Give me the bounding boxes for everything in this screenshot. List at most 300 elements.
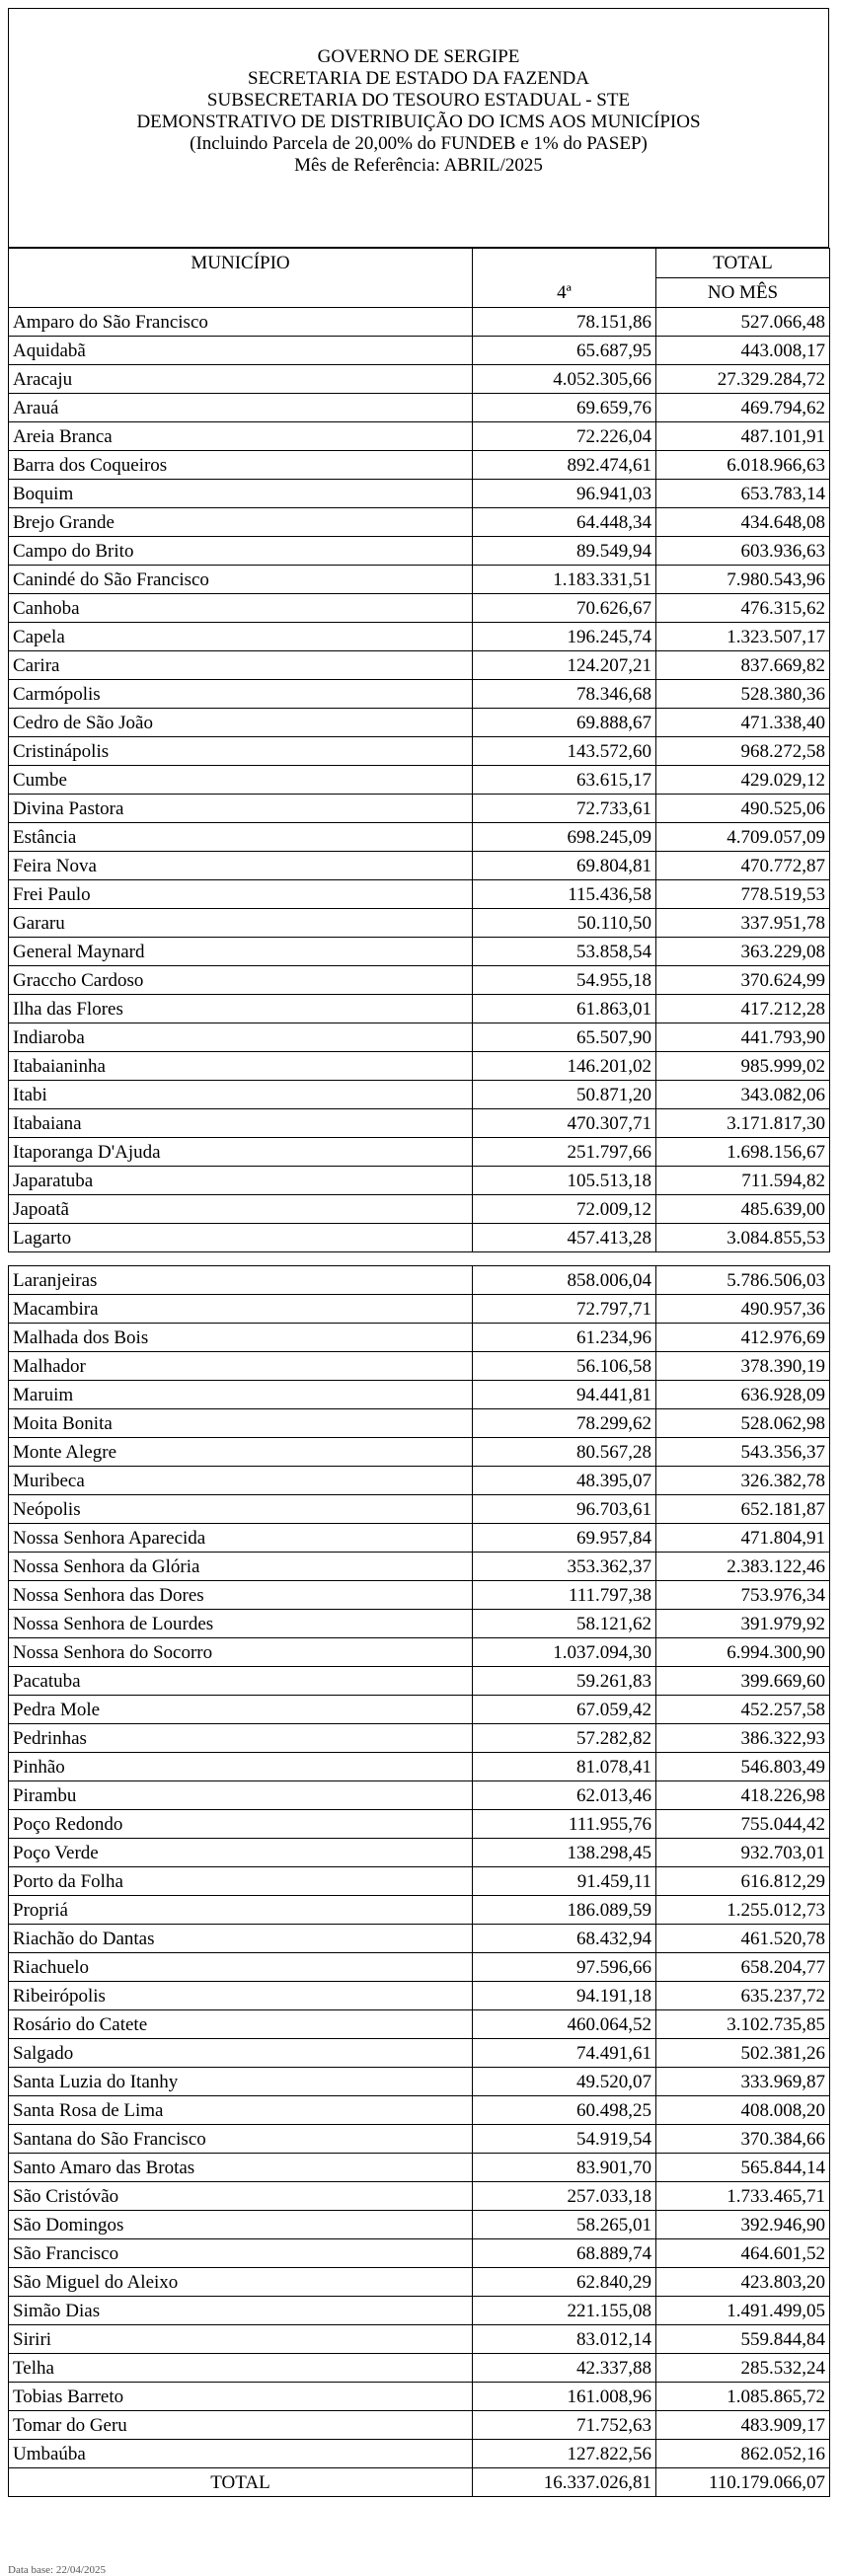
table-row <box>9 2068 830 2096</box>
month-total-value: 6.018.966,63 <box>656 451 830 480</box>
month-total-value: 603.936,63 <box>656 537 830 566</box>
municipality-name: Santa Luzia do Itanhy <box>9 2068 473 2096</box>
municipality-name: Siriri <box>9 2325 473 2354</box>
week-value: 80.567,28 <box>473 1438 656 1467</box>
municipality-name: Santo Amaro das Brotas <box>9 2154 473 2182</box>
table-row <box>9 1052 830 1081</box>
municipality-name: Estância <box>9 823 473 852</box>
table-row <box>9 2325 830 2354</box>
table-row <box>9 2211 830 2239</box>
month-total-value: 755.044,42 <box>656 1810 830 1839</box>
municipality-name: Itabi <box>9 1081 473 1109</box>
month-total-value: 441.793,90 <box>656 1023 830 1052</box>
month-total-value: 4.709.057,09 <box>656 823 830 852</box>
municipality-name: Japoatã <box>9 1195 473 1224</box>
table-row <box>9 1381 830 1409</box>
week-value: 161.008,96 <box>473 2383 656 2411</box>
week-value: 186.089,59 <box>473 1896 656 1925</box>
week-value: 50.110,50 <box>473 909 656 938</box>
week-value: 257.033,18 <box>473 2182 656 2211</box>
month-total-value: 423.803,20 <box>656 2268 830 2297</box>
week-value: 470.307,71 <box>473 1109 656 1138</box>
week-value: 457.413,28 <box>473 1224 656 1252</box>
icms-distribution-document <box>8 8 829 2497</box>
column-header-week-top <box>473 249 656 278</box>
municipality-name: Capela <box>9 623 473 651</box>
header-line-reference-month: Mês de Referência: ABRIL/2025 <box>294 155 543 176</box>
table-row <box>9 2239 830 2268</box>
week-value: 78.151,86 <box>473 308 656 337</box>
week-value: 111.955,76 <box>473 1810 656 1839</box>
municipality-name: Telha <box>9 2354 473 2383</box>
table-row <box>9 1295 830 1324</box>
week-value: 53.858,54 <box>473 938 656 966</box>
municipality-name: Riachuelo <box>9 1953 473 1982</box>
month-total-value: 469.794,62 <box>656 394 830 422</box>
month-total-value: 343.082,06 <box>656 1081 830 1109</box>
week-value: 81.078,41 <box>473 1753 656 1781</box>
municipality-name: Tomar do Geru <box>9 2411 473 2440</box>
month-total-value: 1.733.465,71 <box>656 2182 830 2211</box>
table-row <box>9 2039 830 2068</box>
total-label: TOTAL <box>9 2468 473 2497</box>
municipality-name: Frei Paulo <box>9 880 473 909</box>
month-total-value: 443.008,17 <box>656 337 830 365</box>
month-total-value: 471.804,91 <box>656 1524 830 1553</box>
week-value: 89.549,94 <box>473 537 656 566</box>
municipality-name: Aracaju <box>9 365 473 394</box>
month-total-value: 27.329.284,72 <box>656 365 830 394</box>
month-total-value: 363.229,08 <box>656 938 830 966</box>
week-value: 91.459,11 <box>473 1867 656 1896</box>
municipality-name: Itaporanga D'Ajuda <box>9 1138 473 1167</box>
table-row <box>9 651 830 680</box>
week-value: 83.012,14 <box>473 2325 656 2354</box>
month-total-value: 968.272,58 <box>656 737 830 766</box>
table-row <box>9 1896 830 1925</box>
municipality-name: Propriá <box>9 1896 473 1925</box>
municipality-name: São Domingos <box>9 2211 473 2239</box>
week-value: 221.155,08 <box>473 2297 656 2325</box>
table-row <box>9 394 830 422</box>
week-value: 105.513,18 <box>473 1167 656 1195</box>
week-value: 60.498,25 <box>473 2096 656 2125</box>
week-value: 70.626,67 <box>473 594 656 623</box>
week-value: 1.037.094,30 <box>473 1638 656 1667</box>
municipality-name: Salgado <box>9 2039 473 2068</box>
distribution-table <box>8 248 830 2497</box>
municipality-name: Graccho Cardoso <box>9 966 473 995</box>
week-value: 48.395,07 <box>473 1467 656 1495</box>
municipality-name: Itabaiana <box>9 1109 473 1138</box>
municipality-name: Aquidabã <box>9 337 473 365</box>
week-value: 69.957,84 <box>473 1524 656 1553</box>
week-value: 58.265,01 <box>473 2211 656 2239</box>
municipality-name: Poço Verde <box>9 1839 473 1867</box>
month-total-value: 652.181,87 <box>656 1495 830 1524</box>
table-row <box>9 2383 830 2411</box>
section-gap-row <box>9 1252 830 1266</box>
table-row <box>9 823 830 852</box>
week-value: 61.234,96 <box>473 1324 656 1352</box>
table-row <box>9 1109 830 1138</box>
month-total-value: 658.204,77 <box>656 1953 830 1982</box>
table-row <box>9 1724 830 1753</box>
table-row <box>9 1581 830 1610</box>
column-header-total: TOTAL <box>656 249 830 278</box>
table-row <box>9 1224 830 1252</box>
table-row <box>9 337 830 365</box>
week-value: 57.282,82 <box>473 1724 656 1753</box>
month-total-value: 485.639,00 <box>656 1195 830 1224</box>
municipality-name: Boquim <box>9 480 473 508</box>
table-row <box>9 1266 830 1295</box>
municipality-name: Brejo Grande <box>9 508 473 537</box>
column-header-municipio: MUNICÍPIO <box>9 249 473 278</box>
municipality-name: Lagarto <box>9 1224 473 1252</box>
month-total-value: 3.084.855,53 <box>656 1224 830 1252</box>
month-total-value: 464.601,52 <box>656 2239 830 2268</box>
municipality-name: Moita Bonita <box>9 1409 473 1438</box>
month-total-value: 1.255.012,73 <box>656 1896 830 1925</box>
month-total-value: 862.052,16 <box>656 2440 830 2468</box>
table-row <box>9 938 830 966</box>
month-total-value: 636.928,09 <box>656 1381 830 1409</box>
week-value: 698.245,09 <box>473 823 656 852</box>
table-row <box>9 709 830 737</box>
month-total-value: 391.979,92 <box>656 1610 830 1638</box>
municipality-name: Poço Redondo <box>9 1810 473 1839</box>
month-total-value: 616.812,29 <box>656 1867 830 1896</box>
week-value: 61.863,01 <box>473 995 656 1023</box>
municipality-name: Japaratuba <box>9 1167 473 1195</box>
table-row <box>9 1753 830 1781</box>
table-row <box>9 1781 830 1810</box>
week-value: 83.901,70 <box>473 2154 656 2182</box>
municipality-name: Canindé do São Francisco <box>9 566 473 594</box>
table-section-gap <box>9 1252 830 1266</box>
week-value: 64.448,34 <box>473 508 656 537</box>
month-total-value: 337.951,78 <box>656 909 830 938</box>
week-value: 59.261,83 <box>473 1667 656 1696</box>
month-total-value: 3.102.735,85 <box>656 2010 830 2039</box>
table-row <box>9 995 830 1023</box>
month-total-value: 408.008,20 <box>656 2096 830 2125</box>
week-value: 54.919,54 <box>473 2125 656 2154</box>
week-value: 138.298,45 <box>473 1839 656 1867</box>
table-row <box>9 1610 830 1638</box>
header-line-subsecretariat: SUBSECRETARIA DO TESOURO ESTADUAL - STE <box>206 90 631 111</box>
week-value: 72.226,04 <box>473 422 656 451</box>
municipality-name: Pacatuba <box>9 1667 473 1696</box>
municipality-name: Nossa Senhora das Dores <box>9 1581 473 1610</box>
week-value: 67.059,42 <box>473 1696 656 1724</box>
table-row <box>9 1138 830 1167</box>
table-row <box>9 1023 830 1052</box>
municipality-name: Gararu <box>9 909 473 938</box>
table-row <box>9 1667 830 1696</box>
municipality-name: General Maynard <box>9 938 473 966</box>
week-value: 96.941,03 <box>473 480 656 508</box>
header-line-government: GOVERNO DE SERGIPE <box>317 46 520 67</box>
month-total-value: 434.648,08 <box>656 508 830 537</box>
week-value: 94.441,81 <box>473 1381 656 1409</box>
table-row <box>9 422 830 451</box>
municipality-name: Feira Nova <box>9 852 473 880</box>
table-row <box>9 2010 830 2039</box>
municipality-name: Cumbe <box>9 766 473 795</box>
week-value: 892.474,61 <box>473 451 656 480</box>
table-row <box>9 2354 830 2383</box>
month-total-value: 778.519,53 <box>656 880 830 909</box>
table-row <box>9 2096 830 2125</box>
header-line-note: (Incluindo Parcela de 20,00% do FUNDEB e 1% do PASEP) <box>190 133 648 154</box>
month-total-value: 502.381,26 <box>656 2039 830 2068</box>
month-total-value: 6.994.300,90 <box>656 1638 830 1667</box>
month-total-value: 635.237,72 <box>656 1982 830 2010</box>
month-total-value: 543.356,37 <box>656 1438 830 1467</box>
municipality-name: Amparo do São Francisco <box>9 308 473 337</box>
table-row <box>9 1195 830 1224</box>
table-row <box>9 1982 830 2010</box>
table-row <box>9 766 830 795</box>
month-total-value: 527.066,48 <box>656 308 830 337</box>
week-value: 72.733,61 <box>473 795 656 823</box>
table-row <box>9 795 830 823</box>
month-total-value: 326.382,78 <box>656 1467 830 1495</box>
table-header-row-1 <box>9 249 830 278</box>
column-header-week: 4ª <box>473 278 656 308</box>
table-row <box>9 1925 830 1953</box>
month-total-value: 490.525,06 <box>656 795 830 823</box>
municipality-name: Santa Rosa de Lima <box>9 2096 473 2125</box>
month-total-value: 546.803,49 <box>656 1753 830 1781</box>
month-total-value: 378.390,19 <box>656 1352 830 1381</box>
municipality-name: Simão Dias <box>9 2297 473 2325</box>
table-row <box>9 880 830 909</box>
municipality-name: Ribeirópolis <box>9 1982 473 2010</box>
municipality-name: Canhoba <box>9 594 473 623</box>
week-value: 127.822,56 <box>473 2440 656 2468</box>
table-row <box>9 1638 830 1667</box>
week-value: 54.955,18 <box>473 966 656 995</box>
table-row <box>9 2297 830 2325</box>
table-row <box>9 2154 830 2182</box>
table-row <box>9 1352 830 1381</box>
month-total-value: 1.323.507,17 <box>656 623 830 651</box>
table-row <box>9 737 830 766</box>
week-value: 97.596,66 <box>473 1953 656 1982</box>
municipality-name: Neópolis <box>9 1495 473 1524</box>
municipality-name: Campo do Brito <box>9 537 473 566</box>
municipality-name: Nossa Senhora da Glória <box>9 1553 473 1581</box>
municipality-name: São Cristóvão <box>9 2182 473 2211</box>
municipality-name: Divina Pastora <box>9 795 473 823</box>
table-row <box>9 508 830 537</box>
week-value: 115.436,58 <box>473 880 656 909</box>
table-row <box>9 480 830 508</box>
month-total-value: 985.999,02 <box>656 1052 830 1081</box>
table-row <box>9 1495 830 1524</box>
municipality-name: Maruim <box>9 1381 473 1409</box>
table-row <box>9 1167 830 1195</box>
table-row <box>9 1467 830 1495</box>
week-value: 858.006,04 <box>473 1266 656 1295</box>
municipality-name: Barra dos Coqueiros <box>9 451 473 480</box>
week-value: 72.009,12 <box>473 1195 656 1224</box>
total-week-value: 16.337.026,81 <box>473 2468 656 2497</box>
table-header-row-2 <box>9 278 830 308</box>
table-row <box>9 566 830 594</box>
municipality-name: Cedro de São João <box>9 709 473 737</box>
table-row <box>9 537 830 566</box>
municipality-name: Carmópolis <box>9 680 473 709</box>
month-total-value: 5.786.506,03 <box>656 1266 830 1295</box>
month-total-value: 487.101,91 <box>656 422 830 451</box>
week-value: 72.797,71 <box>473 1295 656 1324</box>
week-value: 63.615,17 <box>473 766 656 795</box>
municipality-name: Carira <box>9 651 473 680</box>
month-total-value: 418.226,98 <box>656 1781 830 1810</box>
month-total-value: 483.909,17 <box>656 2411 830 2440</box>
table-row <box>9 2440 830 2468</box>
month-total-value: 370.624,99 <box>656 966 830 995</box>
municipality-name: Nossa Senhora Aparecida <box>9 1524 473 1553</box>
month-total-value: 386.322,93 <box>656 1724 830 1753</box>
week-value: 111.797,38 <box>473 1581 656 1610</box>
month-total-value: 837.669,82 <box>656 651 830 680</box>
month-total-value: 452.257,58 <box>656 1696 830 1724</box>
week-value: 71.752,63 <box>473 2411 656 2440</box>
month-total-value: 753.976,34 <box>656 1581 830 1610</box>
municipality-name: Pedra Mole <box>9 1696 473 1724</box>
table-row <box>9 852 830 880</box>
month-total-value: 528.380,36 <box>656 680 830 709</box>
table-body-part-1 <box>9 308 830 1252</box>
municipality-name: Porto da Folha <box>9 1867 473 1896</box>
municipality-name: São Francisco <box>9 2239 473 2268</box>
municipality-name: Pedrinhas <box>9 1724 473 1753</box>
week-value: 78.346,68 <box>473 680 656 709</box>
table-row <box>9 1409 830 1438</box>
week-value: 74.491,61 <box>473 2039 656 2068</box>
week-value: 96.703,61 <box>473 1495 656 1524</box>
municipality-name: Monte Alegre <box>9 1438 473 1467</box>
week-value: 65.507,90 <box>473 1023 656 1052</box>
week-value: 62.013,46 <box>473 1781 656 1810</box>
table-row <box>9 365 830 394</box>
table-row <box>9 1438 830 1467</box>
table-row <box>9 2182 830 2211</box>
table-row <box>9 1524 830 1553</box>
municipality-name: Laranjeiras <box>9 1266 473 1295</box>
month-total-value: 1.085.865,72 <box>656 2383 830 2411</box>
week-value: 1.183.331,51 <box>473 566 656 594</box>
municipality-name: Santana do São Francisco <box>9 2125 473 2154</box>
month-total-value: 565.844,14 <box>656 2154 830 2182</box>
week-value: 49.520,07 <box>473 2068 656 2096</box>
week-value: 78.299,62 <box>473 1409 656 1438</box>
week-value: 143.572,60 <box>473 737 656 766</box>
month-total-value: 412.976,69 <box>656 1324 830 1352</box>
municipality-name: Ilha das Flores <box>9 995 473 1023</box>
week-value: 68.432,94 <box>473 1925 656 1953</box>
month-total-value: 528.062,98 <box>656 1409 830 1438</box>
week-value: 68.889,74 <box>473 2239 656 2268</box>
month-total-value: 370.384,66 <box>656 2125 830 2154</box>
month-total-value: 429.029,12 <box>656 766 830 795</box>
week-value: 94.191,18 <box>473 1982 656 2010</box>
week-value: 56.106,58 <box>473 1352 656 1381</box>
week-value: 460.064,52 <box>473 2010 656 2039</box>
week-value: 251.797,66 <box>473 1138 656 1167</box>
municipality-name: Pirambu <box>9 1781 473 1810</box>
table-row <box>9 1553 830 1581</box>
month-total-value: 470.772,87 <box>656 852 830 880</box>
table-row <box>9 1839 830 1867</box>
table-row <box>9 909 830 938</box>
table-row <box>9 1324 830 1352</box>
week-value: 124.207,21 <box>473 651 656 680</box>
municipality-name: Riachão do Dantas <box>9 1925 473 1953</box>
table-row <box>9 594 830 623</box>
week-value: 353.362,37 <box>473 1553 656 1581</box>
month-total-value: 932.703,01 <box>656 1839 830 1867</box>
municipality-name: Arauá <box>9 394 473 422</box>
month-total-value: 1.491.499,05 <box>656 2297 830 2325</box>
week-value: 69.888,67 <box>473 709 656 737</box>
municipality-name: Muribeca <box>9 1467 473 1495</box>
month-total-value: 2.383.122,46 <box>656 1553 830 1581</box>
header-line-secretariat: SECRETARIA DE ESTADO DA FAZENDA <box>248 68 589 89</box>
municipality-name: Itabaianinha <box>9 1052 473 1081</box>
municipality-name: Indiaroba <box>9 1023 473 1052</box>
table-row <box>9 2125 830 2154</box>
municipality-name: Pinhão <box>9 1753 473 1781</box>
week-value: 42.337,88 <box>473 2354 656 2383</box>
table-row <box>9 1867 830 1896</box>
document-header <box>8 8 829 248</box>
table-row <box>9 623 830 651</box>
month-total-value: 559.844,84 <box>656 2325 830 2354</box>
table-row <box>9 1081 830 1109</box>
table-row <box>9 2411 830 2440</box>
month-total-value: 711.594,82 <box>656 1167 830 1195</box>
month-total-value: 490.957,36 <box>656 1295 830 1324</box>
table-body-part-2 <box>9 1266 830 2468</box>
week-value: 69.659,76 <box>473 394 656 422</box>
municipality-name: Malhada dos Bois <box>9 1324 473 1352</box>
month-total-value: 417.212,28 <box>656 995 830 1023</box>
municipality-name: Nossa Senhora do Socorro <box>9 1638 473 1667</box>
month-total-value: 476.315,62 <box>656 594 830 623</box>
week-value: 50.871,20 <box>473 1081 656 1109</box>
table-row <box>9 680 830 709</box>
municipality-name: São Miguel do Aleixo <box>9 2268 473 2297</box>
week-value: 146.201,02 <box>473 1052 656 1081</box>
week-value: 69.804,81 <box>473 852 656 880</box>
municipality-name: Nossa Senhora de Lourdes <box>9 1610 473 1638</box>
table-row <box>9 1953 830 1982</box>
month-total-value: 285.532,24 <box>656 2354 830 2383</box>
month-total-value: 399.669,60 <box>656 1667 830 1696</box>
column-header-month: NO MÊS <box>656 278 830 308</box>
header-line-report-title: DEMONSTRATIVO DE DISTRIBUIÇÃO DO ICMS AOS MUNICÍPIOS <box>136 112 701 132</box>
total-month-value: 110.179.066,07 <box>656 2468 830 2497</box>
month-total-value: 7.980.543,96 <box>656 566 830 594</box>
month-total-value: 471.338,40 <box>656 709 830 737</box>
municipality-name: Macambira <box>9 1295 473 1324</box>
